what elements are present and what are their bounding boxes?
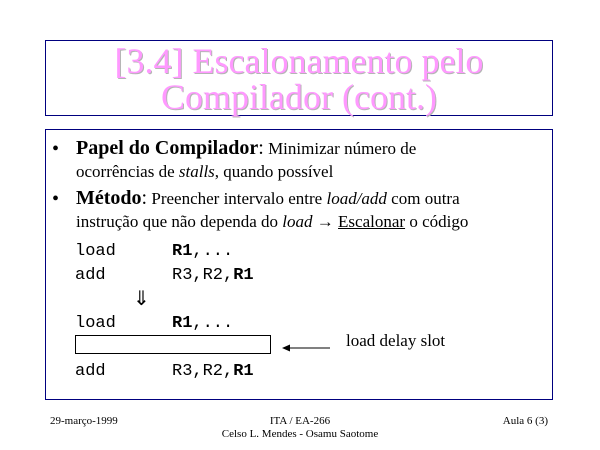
bullet-item-1 xyxy=(76,137,546,184)
code-row-4-op: add xyxy=(75,362,106,381)
bullet-1-sep: : xyxy=(258,137,264,159)
bullet-2-desc-post: com outra xyxy=(386,189,460,208)
code-row-3-rest: ,... xyxy=(192,314,234,333)
delay-slot-label: load delay slot xyxy=(346,331,446,350)
code-row-1-rest: ,... xyxy=(192,242,234,261)
bullet-dot-1: • xyxy=(52,138,60,160)
title-line-2: Compilador (cont.) xyxy=(161,77,437,117)
code-row-3-reg: R1 xyxy=(172,314,193,333)
footer-date: 29-março-1999 xyxy=(50,415,118,427)
bullet-1-lead: Papel do Compilador xyxy=(76,137,259,159)
bullet-1-desc: Minimizar número de xyxy=(263,139,417,158)
code-row-3-operands xyxy=(172,314,233,333)
code-row-2-reg: R1 xyxy=(233,266,254,285)
title-line-1: [3.4] Escalonamento pelo xyxy=(114,41,484,81)
bullet-2-line2-underline: Escalonar xyxy=(338,212,406,231)
bullet-1-line2-post: , quando possível xyxy=(214,162,334,181)
delay-slot-box xyxy=(75,335,271,354)
bullet-2-desc-em: load/add xyxy=(326,189,387,208)
code-row-2-op: add xyxy=(75,266,106,285)
bullet-dot-2: • xyxy=(52,188,60,210)
code-row-4-pre: R3,R2, xyxy=(172,362,234,381)
bullet-2-line2-em: load xyxy=(282,212,313,231)
bullet-2-line2-post: o código xyxy=(405,212,469,231)
bullet-2-sep: : xyxy=(141,187,148,209)
code-row-3-op: load xyxy=(75,314,116,333)
code-row-2-pre: R3,R2, xyxy=(172,266,234,285)
code-row-1-reg: R1 xyxy=(172,242,193,261)
left-arrow-icon xyxy=(282,344,330,352)
bullet-2-line2-arrow: → xyxy=(312,212,339,231)
bullet-2-desc-pre: Preencher intervalo entre xyxy=(147,189,327,208)
code-row-4-operands xyxy=(172,362,254,381)
code-row-2-operands xyxy=(172,266,254,285)
slide-title xyxy=(45,40,553,116)
footer-authors: Celso L. Mendes - Osamu Saotome xyxy=(221,428,379,440)
code-row-1-op: load xyxy=(75,242,116,261)
bullet-1-line2-em: stalls xyxy=(178,162,215,181)
bullet-1-line2-pre: ocorrências de xyxy=(76,162,179,181)
bullet-item-2 xyxy=(76,187,546,234)
bullet-2-line2-pre: instrução que não dependa do xyxy=(76,212,283,231)
code-row-4-reg: R1 xyxy=(233,362,254,381)
footer-course: ITA / EA-266 xyxy=(269,415,331,427)
code-row-1-operands xyxy=(172,242,233,261)
down-arrow-icon: ⇓ xyxy=(133,288,150,310)
bullet-2-lead: Método xyxy=(76,187,142,209)
slide-content xyxy=(45,129,553,400)
footer-lecture: Aula 6 (3) xyxy=(502,415,548,427)
